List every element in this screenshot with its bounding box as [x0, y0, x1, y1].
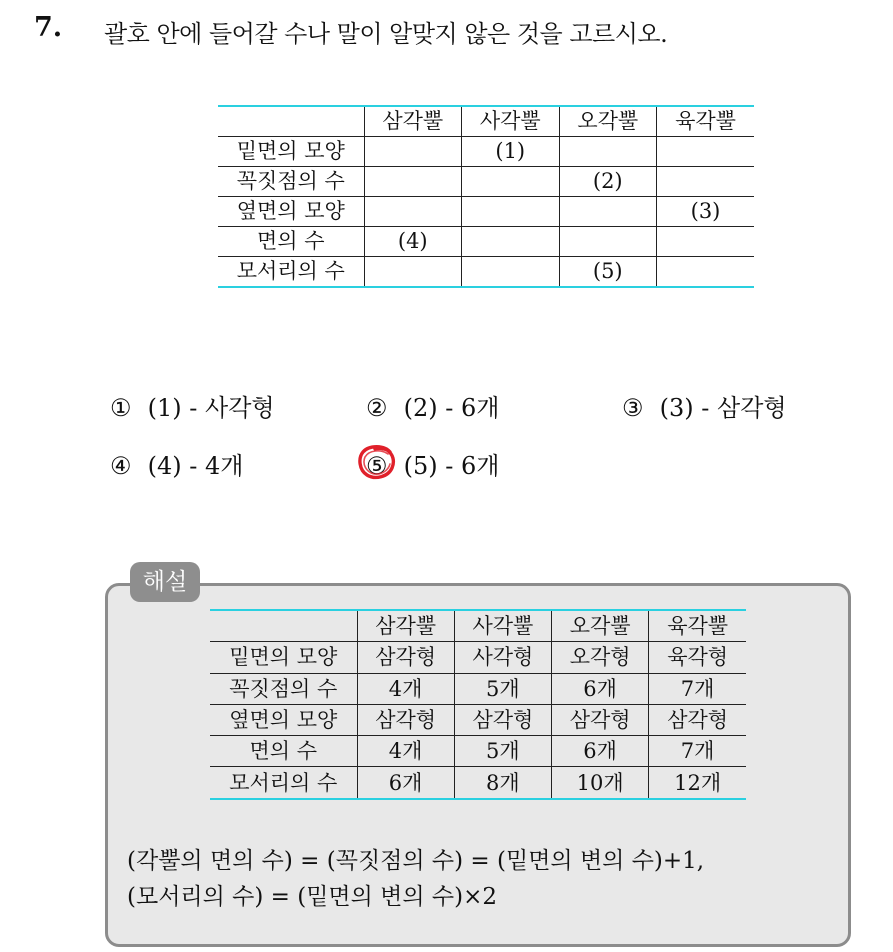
choice-text: (3) - 삼각형 — [659, 394, 787, 422]
table-row-label: 밑면의 모양 — [218, 137, 364, 167]
table-cell — [559, 197, 657, 227]
table-row — [210, 736, 746, 767]
table-row-label: 모서리의 수 — [210, 767, 357, 799]
table-row — [218, 257, 754, 288]
table-row — [218, 137, 754, 167]
table-row-label: 면의 수 — [210, 736, 357, 767]
table-cell — [559, 227, 657, 257]
explanation-table — [210, 609, 746, 800]
table-cell: 사각형 — [454, 642, 551, 673]
table-cell — [462, 197, 560, 227]
table-header-cell: 삼각뿔 — [364, 106, 462, 137]
table-cell: 8개 — [454, 767, 551, 799]
table-cell: 6개 — [357, 767, 454, 799]
table-row-label: 모서리의 수 — [218, 257, 364, 288]
explanation-tab: 해설 — [130, 562, 200, 602]
table-row — [218, 197, 754, 227]
choice-3[interactable] — [622, 388, 787, 423]
table-cell: 7개 — [649, 736, 746, 767]
table-cell — [462, 167, 560, 197]
table-cell — [364, 137, 462, 167]
table-row-label: 꼭짓점의 수 — [210, 673, 357, 704]
table-header-cell: 사각뿔 — [454, 610, 551, 642]
table-cell — [364, 257, 462, 288]
table-row — [210, 642, 746, 673]
table-header-cell — [210, 610, 357, 642]
table-header-cell — [218, 106, 364, 137]
choice-2[interactable] — [366, 388, 499, 423]
table-cell: (5) — [559, 257, 657, 288]
table-cell — [364, 197, 462, 227]
table-header-cell: 육각뿔 — [657, 106, 755, 137]
table-cell: 삼각형 — [357, 642, 454, 673]
table-cell: 6개 — [552, 673, 649, 704]
table-cell — [462, 257, 560, 288]
table-cell: 4개 — [357, 736, 454, 767]
table-cell: (1) — [462, 137, 560, 167]
table-header-row — [210, 610, 746, 642]
table-header-cell: 육각뿔 — [649, 610, 746, 642]
choice-mark: ⑤ — [366, 452, 388, 480]
choice-text: (2) - 6개 — [403, 394, 500, 422]
question-number: 7. — [34, 12, 63, 43]
table-cell: 10개 — [552, 767, 649, 799]
table-row-label: 옆면의 모양 — [210, 704, 357, 735]
choice-mark: ② — [366, 394, 388, 422]
table-row — [218, 227, 754, 257]
table-row — [218, 167, 754, 197]
explanation-line-2: (모서리의 수) = (밑면의 변의 수)×2 — [127, 884, 498, 910]
table-cell — [559, 137, 657, 167]
table-cell: 오각형 — [552, 642, 649, 673]
table-cell: 6개 — [552, 736, 649, 767]
choice-4[interactable] — [110, 446, 243, 481]
explanation-line-1: (각뿔의 면의 수) = (꼭짓점의 수) = (밑면의 변의 수)+1, — [127, 848, 705, 874]
choice-1[interactable] — [110, 388, 275, 423]
table-cell — [657, 137, 755, 167]
table-cell — [364, 167, 462, 197]
table-cell: 육각형 — [649, 642, 746, 673]
table-header-row — [218, 106, 754, 137]
choice-mark: ③ — [622, 394, 644, 422]
table-row — [210, 673, 746, 704]
table-cell — [657, 227, 755, 257]
choice-mark: ④ — [110, 452, 132, 480]
table-cell: 삼각형 — [454, 704, 551, 735]
table-cell — [462, 227, 560, 257]
table-cell: 삼각형 — [552, 704, 649, 735]
table-row-label: 밑면의 모양 — [210, 642, 357, 673]
table-header-cell: 사각뿔 — [462, 106, 560, 137]
table-cell: (3) — [657, 197, 755, 227]
table-cell — [657, 257, 755, 288]
table-cell: 12개 — [649, 767, 746, 799]
table-row-label: 옆면의 모양 — [218, 197, 364, 227]
table-cell: 4개 — [357, 673, 454, 704]
table-row-label: 꼭짓점의 수 — [218, 167, 364, 197]
table-row-label: 면의 수 — [218, 227, 364, 257]
table-cell: 삼각형 — [357, 704, 454, 735]
question-text: 괄호 안에 들어갈 수나 말이 알맞지 않은 것을 고르시오. — [104, 20, 668, 48]
choice-text: (5) - 6개 — [403, 452, 500, 480]
table-cell — [657, 167, 755, 197]
selected-answer-circle-icon — [357, 443, 397, 481]
table-cell: (2) — [559, 167, 657, 197]
table-cell: 삼각형 — [649, 704, 746, 735]
table-cell: (4) — [364, 227, 462, 257]
table-header-cell: 삼각뿔 — [357, 610, 454, 642]
choice-mark: ① — [110, 394, 132, 422]
table-header-cell: 오각뿔 — [559, 106, 657, 137]
table-row — [210, 767, 746, 799]
table-header-cell: 오각뿔 — [552, 610, 649, 642]
table-cell: 7개 — [649, 673, 746, 704]
choice-text: (4) - 4개 — [147, 452, 244, 480]
table-row — [210, 704, 746, 735]
problem-table — [218, 105, 754, 288]
choice-text: (1) - 사각형 — [147, 394, 275, 422]
table-cell: 5개 — [454, 736, 551, 767]
table-cell: 5개 — [454, 673, 551, 704]
